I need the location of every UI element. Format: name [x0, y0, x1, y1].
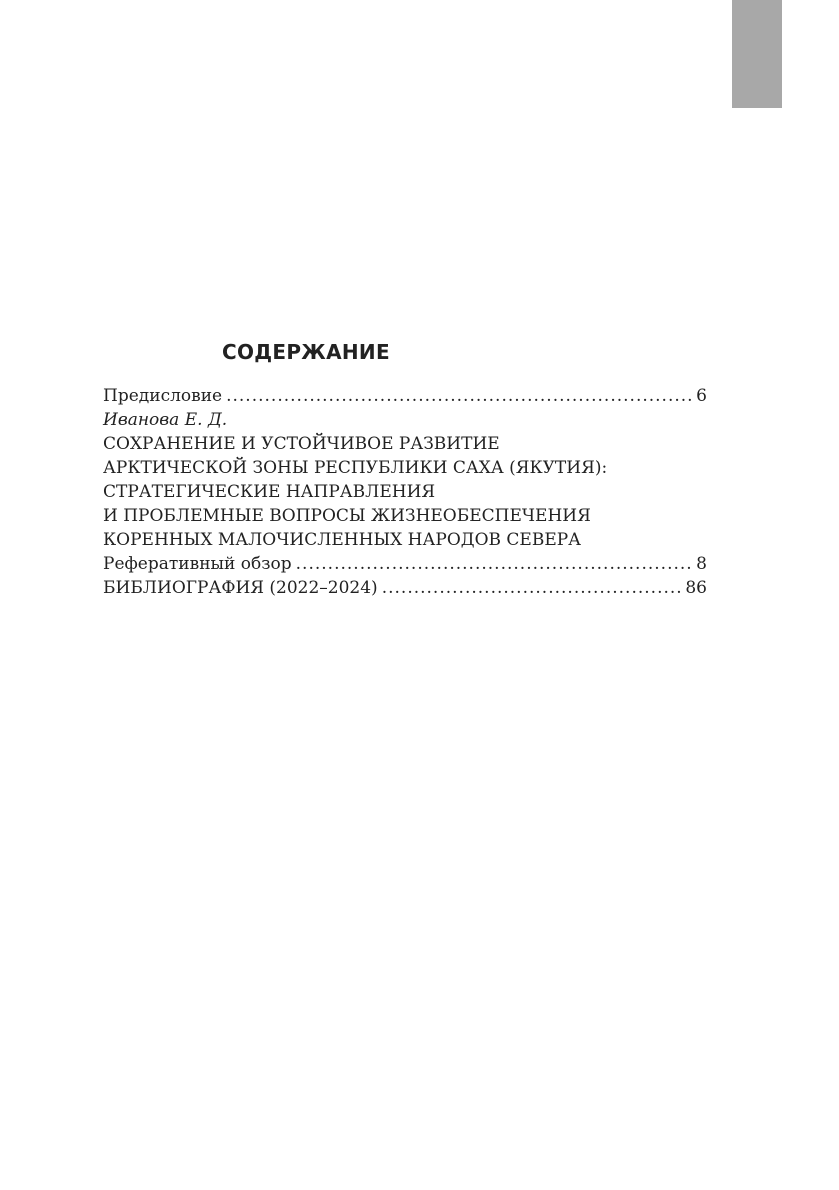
toc-article-title-line: И ПРОБЛЕМНЫЕ ВОПРОСЫ ЖИЗНЕОБЕСПЕЧЕНИЯ — [103, 506, 591, 526]
toc-article-title-line: СОХРАНЕНИЕ И УСТОЙЧИВОЕ РАЗВИТИЕ — [103, 434, 500, 454]
toc-page-number: 6 — [696, 386, 707, 406]
table-of-contents — [103, 384, 707, 600]
section-tab-marker — [732, 0, 782, 108]
toc-entry-label: Реферативный обзор — [103, 554, 292, 574]
toc-entry-bibliography[interactable] — [103, 576, 707, 600]
dot-leader — [382, 576, 684, 600]
toc-article-title-line: СТРАТЕГИЧЕСКИЕ НАПРАВЛЕНИЯ — [103, 482, 436, 502]
toc-article-title-line: КОРЕННЫХ МАЛОЧИСЛЕННЫХ НАРОДОВ СЕВЕРА — [103, 530, 582, 550]
toc-author: Иванова Е. Д. — [103, 410, 228, 430]
toc-entry-label: Предисловие — [103, 386, 223, 406]
dot-leader — [296, 552, 695, 576]
toc-entry-review[interactable] — [103, 552, 707, 576]
toc-entry-label: БИБЛИОГРАФИЯ (2022–2024) — [103, 578, 378, 598]
toc-entry-preface[interactable] — [103, 384, 707, 408]
toc-page-number: 8 — [696, 554, 707, 574]
toc-article-title-line: АРКТИЧЕСКОЙ ЗОНЫ РЕСПУБЛИКИ САХА (ЯКУТИЯ): — [103, 458, 608, 478]
toc-page-number: 86 — [685, 578, 707, 598]
dot-leader — [226, 384, 694, 408]
toc-title: СОДЕРЖАНИЕ — [222, 340, 390, 364]
